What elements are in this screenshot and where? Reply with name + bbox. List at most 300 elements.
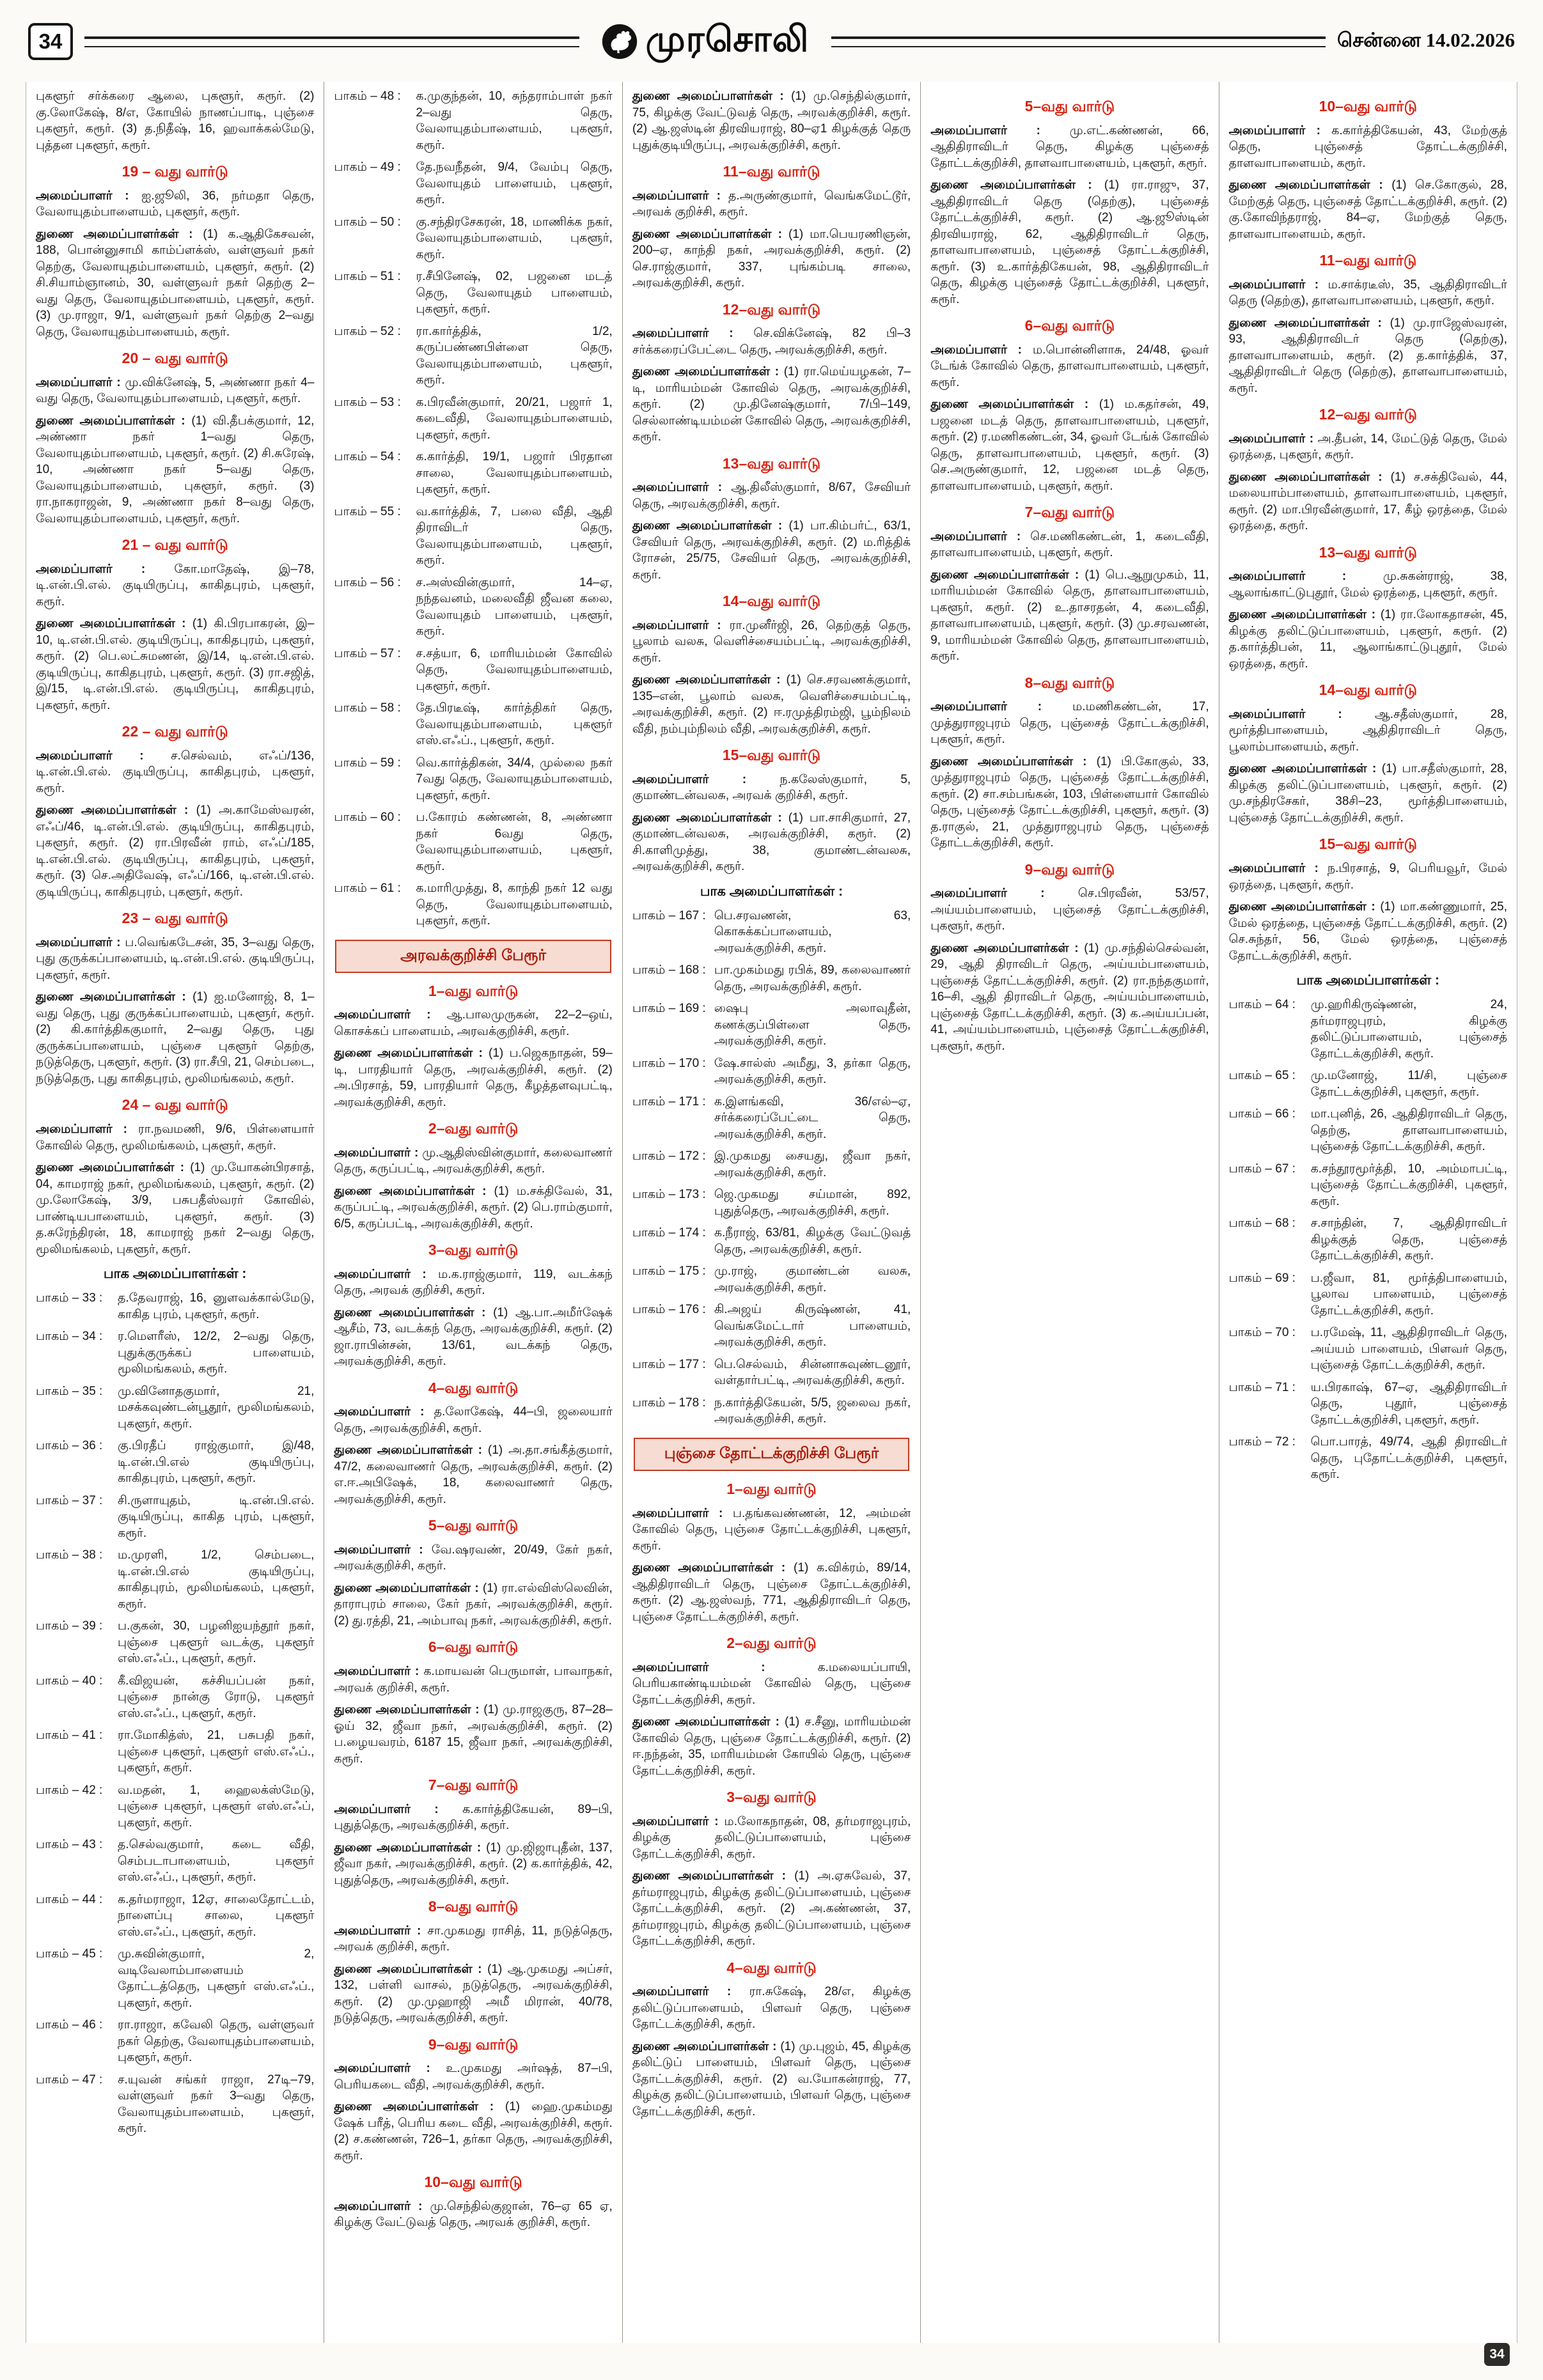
part-text: கி.அஜய் கிருஷ்ணன், 41, வெங்கமேட்டார் பாளையம், அரவக்குறிச்சி, கரூர். [714, 1303, 911, 1349]
organizer-paragraph [334, 1840, 612, 1889]
role-label: அமைப்பாளர் : [632, 618, 721, 632]
part-text: பா.முகம்மது ரபிக், 89, கலைவாணர் தெரு, அரவக்குறிச்சி, கரூர். [714, 963, 911, 993]
part-item [334, 268, 612, 318]
part-item [632, 1225, 911, 1257]
organizer-paragraph [334, 1266, 612, 1299]
ward-heading: 14–வது வார்டு [722, 593, 821, 610]
role-label: அமைப்பாளர் : [632, 1985, 732, 1999]
ward-heading: 2–வது வார்டு [428, 1120, 519, 1137]
part-number-label: பாகம் – 39 : [36, 1618, 111, 1667]
part-item [36, 2072, 314, 2137]
rooster-logo-icon [601, 23, 638, 60]
organizer-paragraph [334, 1801, 612, 1834]
paragraph-text: (1) ப.ஜெகநாதன், 59–டி, பாரதியார் தெரு, அரவக்குறிச்சி, கரூர். (2) அ.பிரசாத், 59, பாரதியார் தெரு, கீழத்தளவுபட்டி, அரவக்குறிச்சி, கரூர். [334, 1046, 613, 1109]
organizer-paragraph [334, 1007, 612, 1039]
organizer-paragraph [930, 940, 1209, 1055]
part-item [334, 809, 612, 875]
part-text: த.செல்வகுமார், கடை வீதி, செம்படாபாளையம், புகளூர் எஸ்.எஃப்., புகளூர், கரூர். [118, 1838, 315, 1885]
paragraph-text: (1) ச.சீனு, மாரியம்மன் கோவில் தெரு, புஞ்சை தோட்டக்குறிச்சி, கரூர். (2) ஈ.நந்தன், 35, மாரியம்மன் கோயில் தெரு, புஞ்சை தோட்டக்குறிச்சி, கரூர். [632, 1715, 911, 1778]
organizer-paragraph [334, 1580, 612, 1629]
part-number-label: பாகம் – 42 : [36, 1782, 111, 1832]
part-text: ஜெ.முகமது சய்மான், 892, புதுத்தெரு, அரவக்குறிச்சி, கரூர். [714, 1188, 911, 1218]
part-number-label: பாகம் – 52 : [334, 323, 409, 389]
part-text: மா.புனித், 26, ஆதிதிராவிடர் தெரு, தெற்கு, தாளவாபாளையம், புஞ்சைத் தோட்டக்குறிச்சி, கரூர். [1310, 1107, 1508, 1154]
organizer-paragraph [334, 1923, 612, 1956]
part-item [334, 394, 612, 444]
part-number-label: பாகம் – 178 : [632, 1395, 708, 1427]
paragraph-text: மு.எட்.கண்ணன், 66, ஆதிதிராவிடர் தெரு, கிழக்கு புஞ்சைத் தோட்டக்குறிச்சி, தாளவாபாளையம், புகளூர், கரூர். [930, 123, 1209, 170]
ward-heading: 8–வது வார்டு [428, 1898, 519, 1915]
ward-heading: 12–வது வார்டு [1319, 406, 1417, 423]
part-number-label: பாகம் – 176 : [632, 1302, 708, 1351]
organizer-paragraph [334, 1442, 612, 1507]
body-paragraph [36, 88, 314, 153]
paragraph-text: க.மாயவன் பெருமாள், பாவாநகர், அரவக் குறிச்சி, கரூர். [334, 1665, 613, 1695]
role-label: அமைப்பாளர் : [334, 1405, 425, 1419]
organizer-paragraph [632, 325, 911, 358]
part-number-label: பாகம் – 38 : [36, 1547, 111, 1612]
organizer-paragraph [334, 1183, 612, 1233]
role-label: அமைப்பாளர் : [36, 562, 146, 576]
ward-heading: 10–வது வார்டு [1319, 98, 1417, 114]
part-text: பொ.பாரத், 49/74, ஆதி திராவிடர் தெரு, புதோட்டக்குறிச்சி, புகளூர், கரூர். [1310, 1435, 1508, 1482]
organizer-paragraph [36, 989, 314, 1087]
paragraph-text: (1) ம.சக்திவேல், 31, கருப்பட்டி, அரவக்குறிச்சி, கரூர். (2) பெ.ராம்குமார், 6/5, கருப்பட்டி, அரவக்குறிச்சி, கரூர். [334, 1184, 613, 1231]
organizer-paragraph [36, 1121, 314, 1154]
role-label: துணை அமைப்பாளர்கள் : [334, 1443, 483, 1458]
organizer-paragraph [1229, 706, 1507, 756]
paragraph-text: (1) ரா.மெய்யழகன், 7–டி, மாரியம்மன் கோவில் தெரு, அரவக்குறிச்சி, கரூர். (2) மு.தினேஷ்குமார், 7/பி–149, செல்லாண்டியம்மன் கோவில் தெரு, அரவக்குறிச்சி, கரூர். [632, 365, 911, 444]
part-item [36, 1290, 314, 1323]
paragraph-text: (1) அ.தா.சங்கீத்குமார், 47/2, கலைவாணர் தெரு, அரவக்குறிச்சி, கரூர். (2) எ.ஈ.அபிஷேக், 18, கலைவாணர் தெரு, அரவக்குறிச்சி, கரூர். [334, 1443, 613, 1506]
role-label: அமைப்பாளர் : [1228, 862, 1319, 876]
organizer-paragraph [632, 810, 911, 875]
ward-heading: 21 – வது வார்டு [121, 536, 228, 554]
organizer-paragraph [632, 364, 911, 446]
ward-heading: 6–வது வார்டு [428, 1638, 519, 1656]
part-item [334, 88, 612, 153]
part-text: ரா.கார்த்திக், 1/2, கருப்பண்ணபிள்ளை தெரு, வேலாயுதம்பாளையம், புகளூர், கரூர். [416, 324, 613, 387]
organizer-paragraph [334, 1145, 612, 1178]
part-text: தே.பிரடீஷ், கார்த்திகர் தெரு, வேலாயுதம்பாளையம், புகளூர் எஸ்.எஃப்., புகளூர், கரூர். [416, 701, 613, 747]
paragraph-text: த.லோகேஷ், 44–பி, ஜலையார் தெரு, அரவக்குறிச்சி, கரூர். [334, 1405, 613, 1435]
organizer-paragraph [36, 748, 314, 797]
part-number-label: பாகம் – 177 : [632, 1357, 708, 1389]
organizer-paragraph [334, 1961, 612, 2026]
organizer-paragraph [632, 1505, 911, 1555]
part-text: மு.ராஜ், குமாண்டன் வலசு, அரவக்குறிச்சி, கரூர். [714, 1264, 911, 1295]
organizer-paragraph [36, 375, 314, 407]
role-label: துணை அமைப்பாளர்கள் : [1228, 608, 1376, 622]
part-text: கீ.விஜயன், கச்சியப்பன் நகர், புஞ்சை நான்கு ரோடு, புகளூர் எஸ்.எஃப்., புகளூர், கரூர். [118, 1674, 315, 1720]
role-label: அமைப்பாளர் : [632, 1660, 765, 1674]
part-number-label: பாகம் – 172 : [632, 1148, 708, 1181]
role-label: துணை அமைப்பாளர்கள் : [1228, 316, 1382, 330]
part-item [1229, 1434, 1507, 1483]
part-text: மு.வினோதகுமார், 21, மசக்கவுண்டன்பூதூர், மூலிமங்கலம், புகளூர், கரூர். [118, 1384, 315, 1431]
ward-heading: 2–வது வார்டு [726, 1635, 817, 1652]
organizer-paragraph [632, 1560, 911, 1625]
edition-dateline: சென்னை 14.02.2026 [1337, 29, 1516, 51]
role-label: துணை அமைப்பாளர்கள் : [930, 754, 1087, 768]
paragraph-text: க.மலையப்பாயி, பெரியகாண்டியம்மன் கோவில் தெரு, புஞ்சை தோட்டக்குறிச்சி, கரூர். [632, 1660, 911, 1707]
part-text: ச.அஸ்வின்குமார், 14–ஏ, நந்தவனம், மலைவீதி ஜீவன கலை, வேலாயுதம் பாளையம், புகளூர், கரூர். [416, 575, 613, 638]
ward-heading: 6–வது வார்டு [1024, 317, 1115, 334]
header-rule-right [831, 36, 1326, 47]
part-text: ய.பிரகாஷ், 67–ஏ, ஆதிதிராவிடர் தெரு, புதூர், புஞ்சைத் தோட்டக்குறிச்சி, புகளூர், கரூர். [1310, 1380, 1508, 1427]
part-text: ப.குகன், 30, பழனிஐயந்தூர் நகர், புஞ்சை புகளூர் வடக்கு, புகளூர் எஸ்.எஃப்., புகளூர், கரூர். [118, 1619, 315, 1666]
paragraph-text: ப.தங்கவண்ணன், 12, அம்மன் கோவில் தெரு, புஞ்சை தோட்டக்குறிச்சி, புகளூர், கரூர். [632, 1506, 911, 1553]
role-label: அமைப்பாளர் : [36, 749, 144, 763]
paragraph-text: மு.செந்தில்குஜான், 76–ஏ 65 ஏ, கிழக்கு வேட்டுவத் தெரு, அரவக் குறிச்சி, கரூர். [334, 2199, 613, 2230]
part-organizers-subheading: பாக அமைப்பாளர்கள் : [1296, 973, 1439, 988]
organizer-paragraph [632, 188, 911, 221]
paragraph-text: (1) பா.சாசிகுமார், 27, குமாண்டன்வலசு, அரவக்குறிச்சி, கரூர். (2) சி.காளிமுத்து, 38, குமாண்டன்வலசு, அரவக்குறிச்சி, கரூர். [632, 811, 911, 874]
ward-heading: 14–வது வார்டு [1319, 681, 1417, 699]
part-number-label: பாகம் – 169 : [632, 1000, 708, 1050]
role-label: துணை அமைப்பாளர்கள் : [930, 941, 1079, 955]
part-text: வெ.கார்த்திகன், 34/4, முல்லை நகர் 7வது தெரு, வேலாயுதம்பாளையம், புகளூர், கரூர். [416, 756, 613, 802]
paragraph-text: (1) ம.கதர்சன், 49, பஜனை மடத் தெரு, தாளவாபாளையம், புகளூர், கரூர். (2) ர.மணிகண்டன், 34, ஓவர் டேங்க் கோவில் தெரு, தாளவாபாளையம், புகளூர், கரூர். (3) செ.அருண்குமார், 12, பஜனை மடத் தெரு, தாளவாபாளையம், புகளூர், கரூர். [930, 398, 1209, 493]
paragraph-text: செ.மணிகண்டன், 1, கடைவீதி, தாளவாபாளையம், புகளூர், கரூர். [930, 529, 1209, 560]
organizer-paragraph [36, 616, 314, 713]
part-number-label: பாகம் – 36 : [36, 1438, 111, 1487]
organizer-paragraph [632, 772, 911, 804]
town-section-heading: அரவக்குறிச்சி பேரூர் [335, 940, 611, 973]
part-text: க.மாரிமுத்து, 8, காந்தி நகர் 12 வது தெரு, வேலாயுதம்பாளையம், புகளூர், கரூர். [416, 882, 613, 928]
role-label: அமைப்பாளர் : [36, 189, 129, 203]
role-label: அமைப்பாளர் : [1228, 277, 1319, 292]
paragraph-text: (1) கி.பிரபாகரன், இ–10, டி.என்.பி.எல். குடியிருப்பு, காகிதபுரம், புகளூர், கரூர். (2) பெ.லட்சுமணன், இ/14, டி.என்.பி.எல். குடியிருப்பு, காகிதபுரம், புகளூர், கரூர். (3) ரா.சஜித், இ/15, டி.என்.பி.எல். குடியிருப்பு, காகிதபுரம், புகளூர், கரூர். [36, 617, 315, 712]
role-label: அமைப்பாளர் : [36, 1123, 127, 1137]
paragraph-text: (1) செ.கோகுல், 28, மேற்குத் தெரு, புஞ்சைத் தோட்டக்குறிச்சி, கரூர். (2) கு.கோவிந்தராஜ், 84–ஏ, மேற்குத் தெரு, தாளவாபாளையம், கரூர். [1228, 178, 1508, 241]
part-number-label: பாகம் – 71 : [1229, 1380, 1304, 1429]
page-number-box: 34 [28, 23, 73, 60]
paragraph-text: க.கார்த்திகேயன், 89–பி, புதுத்தெரு, அரவக்குறிச்சி, கரூர். [334, 1802, 613, 1833]
role-label: துணை அமைப்பாளர்கள் : [36, 1161, 185, 1175]
organizer-paragraph [632, 88, 911, 153]
paragraph-text: (1) ஆ.பா.அமீர்ஷேக் ஆசீம், 73, வடக்கந் தெரு, அரவக்குறிச்சி, கரூர். (2) ஜா.ராபின்சன், 13/61, வடக்கந் தெரு, அரவக்குறிச்சி, கரூர். [334, 1305, 613, 1369]
ward-heading: 3–வது வார்டு [428, 1241, 519, 1259]
role-label: துணை அமைப்பாளர்கள் : [36, 990, 186, 1004]
paragraph-text: (1) மு.செந்தில்குமார், 75, கிழக்கு வேட்டுவத் தெரு, அரவக்குறிச்சி, கரூர். (2) ஆ.ஜஸ்டின் திரவியராஜ், 80–ஏ1 கிழக்குத் தெரு புதுக்குடியிருப்பு, அரவக்குறிச்சி, கரூர். [632, 89, 911, 152]
part-item [334, 575, 612, 640]
paragraph-text: ச.செல்வம், எஃப்/136, டி.என்.பி.எல். குடியிருப்பு, காகிதபுரம், புகளூர், கரூர். [36, 749, 315, 795]
paragraph-text: (1) க.ஆதிகேசவன், 188, பொன்னுசாமி காம்ப்ளக்ஸ், வள்ளுவர் நகர் தெற்கு, வேலாயுதம்பாளையம், புகளூர், கரூர். (2) சி.சியாம்ஞானம், 30, வள்ளுவர் நகர் தெற்கு 2– வது தெரு, வேலாயுதம்பாளையம், புகளூர், கரூர். (3) மு.ராஜா, 9/1, வள்ளுவர் நகர் தெற்கு 2–வது தெரு, வேலாயுதம்பாளையம், கரூர். [36, 227, 315, 339]
role-label: துணை அமைப்பாளர்கள் : [334, 1840, 482, 1855]
part-item [1229, 1106, 1507, 1155]
town-section-heading: புஞ்சை தோட்டக்குறிச்சி பேரூர் [634, 1438, 909, 1471]
ward-heading: 15–வது வார்டு [1319, 836, 1417, 853]
part-item [1229, 1068, 1507, 1100]
organizer-paragraph [36, 226, 314, 341]
organizer-paragraph [632, 1868, 911, 1950]
paragraph-text: (1) மா.பெயரணிஞன், 200–ஏ, காந்தி நகர், அரவக்குறிச்சி, கரூர். (2) செ.ராஜ்குமார், 337, புங்கம்படி சாலை, அரவக்குறிச்சி, கரூர். [632, 227, 911, 290]
organizer-paragraph [334, 2099, 612, 2164]
part-number-label: பாகம் – 47 : [36, 2072, 111, 2137]
part-item [36, 1383, 314, 1433]
organizer-paragraph [334, 1404, 612, 1436]
role-label: துணை அமைப்பாளர்கள் : [1228, 470, 1382, 484]
part-item [1229, 1380, 1507, 1429]
part-number-label: பாகம் – 56 : [334, 575, 409, 640]
organizer-paragraph [1229, 431, 1507, 463]
organizer-paragraph [1229, 607, 1507, 672]
part-text: கு.பிரதீப் ராஜ்குமார், இ/48, டி.என்.பி.எல் குடியிருப்பு, காகிதபுரம், புகளூர், கரூர். [118, 1439, 315, 1486]
ward-heading: 24 – வது வார்டு [121, 1096, 228, 1114]
part-number-label: பாகம் – 170 : [632, 1055, 708, 1088]
organizer-paragraph [334, 1542, 612, 1575]
part-number-label: பாகம் – 46 : [36, 2017, 111, 2066]
part-text: சி.ருளாயுதம், டி.என்.பி.எல். குடியிருப்பு, காகித புரம், புகளூர், கரூர். [118, 1493, 315, 1540]
part-number-label: பாகம் – 50 : [334, 214, 409, 263]
part-number-label: பாகம் – 57 : [334, 646, 409, 695]
role-label: துணை அமைப்பாளர்கள் : [36, 617, 186, 631]
role-label: துணை அமைப்பாளர்கள் : [632, 2039, 777, 2053]
part-number-label: பாகம் – 53 : [334, 394, 409, 444]
organizer-paragraph [1229, 761, 1507, 826]
role-label: அமைப்பாளர் : [334, 1267, 427, 1281]
paragraph-text: கோ.மாதேஷ், இ–78, டி.என்.பி.எல். குடியிருப்பு, காகிதபுரம், புகளூர், கரூர். [36, 562, 315, 609]
part-number-label: பாகம் – 54 : [334, 449, 409, 498]
masthead [591, 19, 820, 65]
paragraph-text: ஐ.ஜூலி, 36, நர்மதா தெரு, வேலாயுதம்பாளையம், புகளூர், கரூர். [36, 189, 315, 219]
part-number-label: பாகம் – 33 : [36, 1290, 111, 1323]
part-text: க.முகுந்தன், 10, சுந்தராம்பாள் நகர் 2–வது தெரு, வேலாயுதம்பாளையம், புகளூர், கரூர். [416, 89, 613, 152]
paragraph-text: ரா.முனீர்ஜி, 26, தெற்குத் தெரு, பூலாம் வலசு, வெளிச்சையம்பட்டி, அரவக்குறிச்சி, கரூர். [632, 618, 911, 665]
ward-heading: 7–வது வார்டு [428, 1777, 519, 1794]
role-label: அமைப்பாளர் : [1228, 123, 1320, 137]
paragraph-text: (1) ச.சக்திவேல், 44, மலையாம்பாளையம், தாளவாபாளையம், புகளூர், கரூர். (2) மா.பிரவீன்குமார், 17, கீழ் ஒரத்தை, மேல் ஒரத்தை, கரூர். [1228, 470, 1508, 533]
part-text: ஷே.சால்ஸ் அமீது, 3, தர்கா தெரு, அரவக்குறிச்சி, கரூர். [714, 1056, 911, 1087]
role-label: அமைப்பாளர் : [632, 772, 747, 786]
paragraph-text: ம.லோகநாதன், 08, தர்மராஜபுரம், கிழக்கு தலிட்டுப்பாளையம், புஞ்சை தோட்டக்குறிச்சி, கரூர். [632, 1814, 911, 1861]
part-text: ச.சத்யா, 6, மாரியம்மன் கோவில் தெரு, வேலாயுதம்பாளையம், புகளூர், கரூர். [416, 646, 613, 693]
ward-heading: 1–வது வார்டு [428, 982, 519, 999]
ward-heading: 13–வது வார்டு [722, 455, 821, 472]
role-label: அமைப்பாளர் : [334, 1008, 431, 1022]
role-label: துணை அமைப்பாளர்கள் : [334, 1046, 483, 1061]
part-text: ர.சீபினேஷ், 02, பஜனை மடத் தெரு, வேலாயுதம் பாளையம், புகளூர், கரூர். [416, 270, 613, 316]
part-text: ம.முரளி, 1/2, செம்படை, டி.என்.பி.எல் குடியிருப்பு, காகிதபுரம், மூலிமங்கலம், புகளூர், கரூர். [118, 1548, 315, 1611]
ward-heading: 1–வது வார்டு [726, 1480, 817, 1497]
ward-heading: 15–வது வார்டு [722, 747, 821, 764]
role-label: அமைப்பாளர் : [334, 1924, 421, 1938]
ward-heading: 3–வது வார்டு [726, 1789, 817, 1806]
part-number-label: பாகம் – 70 : [1229, 1325, 1304, 1374]
paragraph-text: (1) மு.சந்தில்செல்வன், 29, ஆதி திராவிடர் தெரு, அய்யம்பாளையம், புஞ்சைத் தோட்டக்குறிச்சி, கரூர். (2) ரா.நந்தகுமார், 16–சி, ஆதி திராவிடர் தெரு, அய்யம்பாளையம், புஞ்சைத் தோட்டக்குறிச்சி, கரூர். (3) க.அய்யப்பன், 41, அய்யம்பாளையம், புஞ்சைத் தோட்டக்குறிச்சி, புகளூர், கரூர். [930, 941, 1209, 1053]
role-label: அமைப்பாளர் : [1228, 570, 1347, 584]
ward-heading: 11–வது வார்டு [723, 163, 820, 180]
paragraph-text: ரா.சுகேஷ், 28/எ, கிழக்கு தலிட்டுப்பாளையம், பிளவர் தெரு, புஞ்சை தோட்டக்குறிச்சி, கரூர். [632, 1985, 911, 2032]
paragraph-text: ஆ.சதீஸ்குமார், 28, மூர்த்திபாளையம், ஆதிதிராவிடர் தெரு, பூலாம்பாளையம், கரூர். [1228, 707, 1508, 754]
organizer-paragraph [930, 754, 1209, 852]
role-label: அமைப்பாளர் : [36, 935, 121, 949]
part-number-label: பாகம் – 173 : [632, 1186, 708, 1219]
part-text: க.தர்மராஜா, 12ஏ, சாலைதோட்டம், நாளைப்பு சாலை, புகளூர் எஸ்.எஃப்., புகளூர், கரூர். [118, 1892, 315, 1939]
ward-heading: 23 – வது வார்டு [121, 910, 228, 927]
paragraph-text: மு.சுகன்ராஜ், 38, ஆலாங்காட்டுபுதூர், மேல் ஒரத்தை, புகளூர், கரூர். [1228, 570, 1508, 600]
column-2 [324, 82, 622, 2343]
part-item [36, 1837, 314, 1886]
role-label: துணை அமைப்பாளர்கள் : [632, 1561, 786, 1575]
role-label: துணை அமைப்பாளர்கள் : [632, 365, 779, 379]
part-item [36, 1547, 314, 1612]
organizer-paragraph [632, 1984, 911, 2033]
paragraph-text: செ.விக்னேஷ், 82 பி–3 சர்க்கரைப்பேட்டை தெரு, அரவக்குறிச்சி, கரூர். [632, 327, 911, 357]
part-text: ப.ரமேஷ், 11, ஆதிதிராவிடர் தெரு, அய்யம் பாளையம், பிளவர் தெரு, புஞ்சைத் தோட்டக்குறிச்சி, கரூர். [1310, 1326, 1508, 1373]
role-label: அமைப்பாளர் : [632, 327, 733, 341]
paragraph-text: மு.விக்னேஷ், 5, அண்ணா நகர் 4–வது தெரு, வேலாயுதம்பாளையம், புகளூர், கரூர். [36, 375, 315, 406]
role-label: துணை அமைப்பாளர்கள் : [1228, 762, 1377, 776]
part-number-label: பாகம் – 43 : [36, 1837, 111, 1886]
organizer-paragraph [334, 1305, 612, 1370]
ward-heading: 7–வது வார்டு [1024, 504, 1115, 521]
role-label: துணை அமைப்பாளர்கள் : [36, 414, 185, 428]
part-item [36, 2017, 314, 2066]
part-item [1229, 1325, 1507, 1374]
ward-heading: 13–வது வார்டு [1319, 543, 1417, 561]
part-number-label: பாகம் – 44 : [36, 1892, 111, 1941]
role-label: துணை அமைப்பாளர்கள் : [930, 178, 1092, 192]
paragraph-text: புகளூர் சர்க்கரை ஆலை, புகளூர், கரூர். (2) கு.லோகேஷ், 8/எ, கோயில் நாணப்பாடி, புஞ்சை புகளூர், கரூர். (3) த.நிதீஷ், 16, ஹவாக்கல்மேடு, புத்தன புகளூர், கரூர். [36, 89, 315, 152]
part-number-label: பாகம் – 60 : [334, 809, 409, 875]
role-label: துணை அமைப்பாளர்கள் : [334, 1305, 486, 1319]
role-label: துணை அமைப்பாளர்கள் : [632, 1715, 779, 1729]
paragraph-text: (1) மு.யோகன்பிரசாத், 04, காமராஜ் நகர், மூலிமங்கலம், புகளூர், கரூர். (2) மு.லோகேஷ், 3/9, பசுபதீஸ்வரர் கோவில், பாண்டியபாளையம், புகளூர், கரூர். (3) த.சுரேந்திரன், 18, காமராஜ் நகர் 2–வது தெரு, மூலிமங்கலம், புகளூர், கரூர். [36, 1161, 315, 1256]
part-number-label: பாகம் – 64 : [1229, 997, 1304, 1062]
organizer-paragraph [1229, 177, 1507, 242]
part-number-label: பாகம் – 69 : [1229, 1270, 1304, 1319]
part-number-label: பாகம் – 167 : [632, 908, 708, 957]
organizer-paragraph [930, 123, 1209, 172]
role-label: அமைப்பாளர் : [930, 887, 1045, 901]
organizer-paragraph [36, 188, 314, 221]
role-label: அமைப்பாளர் : [1228, 707, 1342, 721]
part-item [632, 1395, 911, 1427]
paragraph-text: ம.சாக்ரடீஸ், 35, ஆதிதிராவிடர் தெரு (தெற்கு), தாளவாபாளையம், புகளூர், கரூர். [1228, 277, 1508, 308]
paragraph-text: ரா.நவமணி, 9/6, பிள்ளையார் கோவில் தெரு, மூலிமங்கலம், புகளூர், கரூர். [36, 1123, 315, 1153]
organizer-paragraph [36, 802, 314, 900]
role-label: அமைப்பாளர் : [334, 1543, 423, 1557]
role-label: துணை அமைப்பாளர்கள் : [632, 673, 781, 687]
header-rule-left [84, 36, 579, 47]
paragraph-text: ம.பொன்னிளாசு, 24/48, ஓவர் டேங்க் கோவில் தெரு, தாளவாபாளையம், புகளூர், கரூர். [930, 343, 1209, 389]
role-label: துணை அமைப்பாளர்கள் : [36, 804, 189, 818]
organizer-paragraph [632, 2039, 911, 2120]
role-label: அமைப்பாளர் : [632, 481, 723, 495]
part-number-label: பாகம் – 175 : [632, 1263, 708, 1296]
organizer-paragraph [1229, 277, 1507, 309]
part-item [36, 1673, 314, 1722]
role-label: துணை அமைப்பாளர்கள் : [632, 519, 783, 533]
part-item [334, 880, 612, 929]
ward-heading: 12–வது வார்டு [722, 300, 821, 318]
column-4 [921, 82, 1219, 2343]
role-label: துணை அமைப்பாளர்கள் : [632, 1869, 786, 1883]
part-number-label: பாகம் – 174 : [632, 1225, 708, 1257]
part-item [632, 908, 911, 957]
role-label: துணை அமைப்பாளர்கள் : [632, 89, 784, 103]
part-item [1229, 997, 1507, 1062]
part-number-label: பாகம் – 37 : [36, 1493, 111, 1542]
part-item [632, 1148, 911, 1181]
organizer-paragraph [36, 935, 314, 984]
part-item [36, 1946, 314, 2011]
paragraph-text: (1) மு.புஜம், 45, கிழக்கு தலிட்டுப் பாளையம், பிளவர் தெரு, புஞ்சை தோட்டக்குறிச்சி, கரூர். (2) வ.யோகன்ராஜ், 77, கிழக்கு தலிட்டுப்பாளையம், பிளவர் தெரு, புஞ்சை தோட்டக்குறிச்சி, கரூர். [632, 2039, 911, 2119]
part-text: பெ.செல்வம், சின்னாசுவுண்டனூர், வள்தார்பட்டி, அரவக்குறிச்சி, கரூர். [714, 1357, 911, 1388]
ward-heading: 9–வது வார்டு [428, 2035, 519, 2053]
paragraph-text: ஆ.திலீஸ்குமார், 8/67, சேவியர் தெரு, அரவக்குறிச்சி, கரூர். [632, 481, 911, 511]
paragraph-text: க.கார்த்திகேயன், 43, மேற்குத் தெரு, புஞ்சைத் தோட்டக்குறிச்சி, தாளவாபாளையம், கரூர். [1228, 123, 1508, 170]
part-text: க.சந்தூரமூர்த்தி, 10, அம்மாபட்டி, புஞ்சைத் தோட்டக்குறிச்சி, புகளூர், கரூர். [1310, 1162, 1508, 1208]
organizer-paragraph [930, 885, 1209, 935]
paragraph-text: (1) க.விக்ரம், 89/14, ஆதிதிராவிடர் தெரு, புஞ்சை தோட்டக்குறிச்சி, கரூர். (2) ஆ.ஜஸ்வந், 771, ஆதிதிராவிடர் தெரு, புஞ்சை தோட்டக்குறிச்சி, கரூர். [632, 1561, 911, 1624]
organizer-paragraph [930, 699, 1209, 748]
organizer-paragraph [930, 567, 1209, 665]
role-label: துணை அமைப்பாளர்கள் : [1228, 178, 1383, 192]
role-label: துணை அமைப்பாளர்கள் : [36, 227, 193, 241]
organizer-paragraph [632, 672, 911, 737]
part-number-label: பாகம் – 48 : [334, 88, 409, 153]
paragraph-text: த.அருண்குமார், வெங்கமேட்டூர், அரவக் குறிச்சி, கரூர். [632, 189, 911, 219]
organizer-paragraph [930, 396, 1209, 494]
part-number-label: பாகம் – 51 : [334, 268, 409, 318]
part-number-label: பாகம் – 61 : [334, 880, 409, 929]
organizer-paragraph [1229, 315, 1507, 397]
paragraph-text: மு.ஆதிஸ்வின்குமார், கலைவாணர் தெரு, கருப்பட்டி, அரவக்குறிச்சி, கரூர். [334, 1146, 613, 1176]
organizer-paragraph [334, 1045, 612, 1110]
role-label: அமைப்பாளர் : [334, 1665, 419, 1679]
paragraph-text: (1) பெ.ஆறுமுகம், 11, மாரியம்மன் கோவில் தெரு, தாளவாபாளையம், புகளூர், கரூர். (2) உ.தாசரதன், 4, கடைவீதி, தாளவாபாளையம், புகளூர், கரூர். (3) மு.சரவணன், 9, மாரியம்மன் கோவில் தெரு, தாளவாபாளையம், கரூர். [930, 568, 1209, 664]
organizer-paragraph [930, 342, 1209, 391]
role-label: துணை அமைப்பாளர்கள் : [334, 1184, 487, 1198]
organizer-paragraph [1229, 568, 1507, 601]
page-header [28, 19, 1515, 64]
part-number-label: பாகம் – 171 : [632, 1094, 708, 1143]
part-item [36, 1438, 314, 1487]
paragraph-text: (1) மா.கண்ணுமார், 25, மேல் ஒரத்தை, புஞ்சைத் தோட்டக்குறிச்சி, கரூர். (2) செ.சுந்தர், 56, மேல் ஒரத்தை, புஞ்சைத் தோட்டக்குறிச்சி, கரூர். [1228, 900, 1508, 963]
role-label: அமைப்பாளர் : [36, 375, 121, 389]
role-label: துணை அமைப்பாளர்கள் : [334, 2100, 494, 2114]
role-label: துணை அமைப்பாளர்கள் : [1228, 900, 1375, 914]
part-item [334, 323, 612, 389]
paragraph-text: (1) பி.கோகுல், 33, முத்துராஜபுரம் தெரு, புஞ்சைத் தோட்டக்குறிச்சி, கரூர். (2) சா.சம்பங்கன், 103, பிள்ளையார் கோவில் தெரு, புஞ்சைத் தோட்டக்குறிச்சி, புகளூர், கரூர். (3) த.ராகுல், 21, முத்துராஜபுரம் தெரு, புஞ்சைத் தோட்டக்குறிச்சி, கரூர். [930, 754, 1209, 850]
ward-heading: 10–வது வார்டு [424, 2174, 522, 2191]
organizer-paragraph [1229, 123, 1507, 172]
part-text: இ.முகமது சையது, ஜீவா நகர், அரவக்குறிச்சி, கரூர். [714, 1149, 911, 1179]
part-text: ப.கோரம் கண்ணன், 8, அண்ணா நகர் 6வது தெரு, வேலாயுதம்பாளையம், புகளூர், கரூர். [416, 811, 613, 873]
paragraph-text: (1) ரா.எல்விஸ்லெவின், தாராபுரம் சாலை, கேர் நகர், அரவக்குறிச்சி, கரூர். (2) து.ரத்தி, 21, அம்பாவு நகர், அரவக்குறிச்சி, கரூர். [334, 1581, 613, 1628]
part-text: ப.ஜீவா, 81, மூர்த்திபாளையம், பூலாவ பாளையம், புஞ்சைத் தோட்டக்குறிச்சி, கரூர். [1310, 1271, 1508, 1318]
role-label: அமைப்பாளர் : [632, 1814, 719, 1828]
column-5 [1219, 82, 1517, 2343]
part-text: ச.சாந்தின், 7, ஆதிதிராவிடர் கிழக்குத் தெரு, புஞ்சைத் தோட்டக்குறிச்சி, கரூர். [1310, 1217, 1508, 1263]
paragraph-text: செ.பிரவீன், 53/57, அய்யம்பாளையம், புஞ்சைத் தோட்டக்குறிச்சி, புகளூர், கரூர். [930, 887, 1209, 933]
part-item [334, 449, 612, 498]
paragraph-text: (1) ரா.ராஜு, 37, ஆதிதிராவிடர் தெரு (தெற்கு), புஞ்சைத் தோட்டக்குறிச்சி, கரூர். (2) ஆ.ஜூஸ்டின் திரவியராஜ், 62, ஆதிதிராவிடர் தெரு, தாளவாபாளையம், புஞ்சைத் தோட்டக்குறிச்சி, கரூர். (3) உ.கார்த்திகேயன், 98, ஆதிதிராவிடர் தெரு, கிழக்கு புஞ்சைத் தோட்டக்குறிச்சி, புகளூர், கரூர். [930, 178, 1209, 306]
part-number-label: பாகம் – 168 : [632, 962, 708, 995]
footer-page-number: 34 [1484, 2343, 1510, 2366]
organizer-paragraph [334, 1663, 612, 1696]
part-item [632, 1000, 911, 1050]
ward-heading: 5–வது வார்டு [1024, 98, 1115, 114]
masthead-title: முரசொலி [645, 19, 810, 59]
part-text: ரா.மோகித்ஸ், 21, பசுபதி நகர், புஞ்சை புகளூர், புகளூர் எஸ்.எஃப்., புகளூர், கரூர். [118, 1729, 315, 1775]
ward-heading: 20 – வது வார்டு [121, 350, 228, 367]
part-text: க.நீராஜ், 63/81, கிழக்கு வேட்டுவத் தெரு, அரவக்குறிச்சி, கரூர். [714, 1226, 911, 1256]
organizer-paragraph [632, 518, 911, 583]
